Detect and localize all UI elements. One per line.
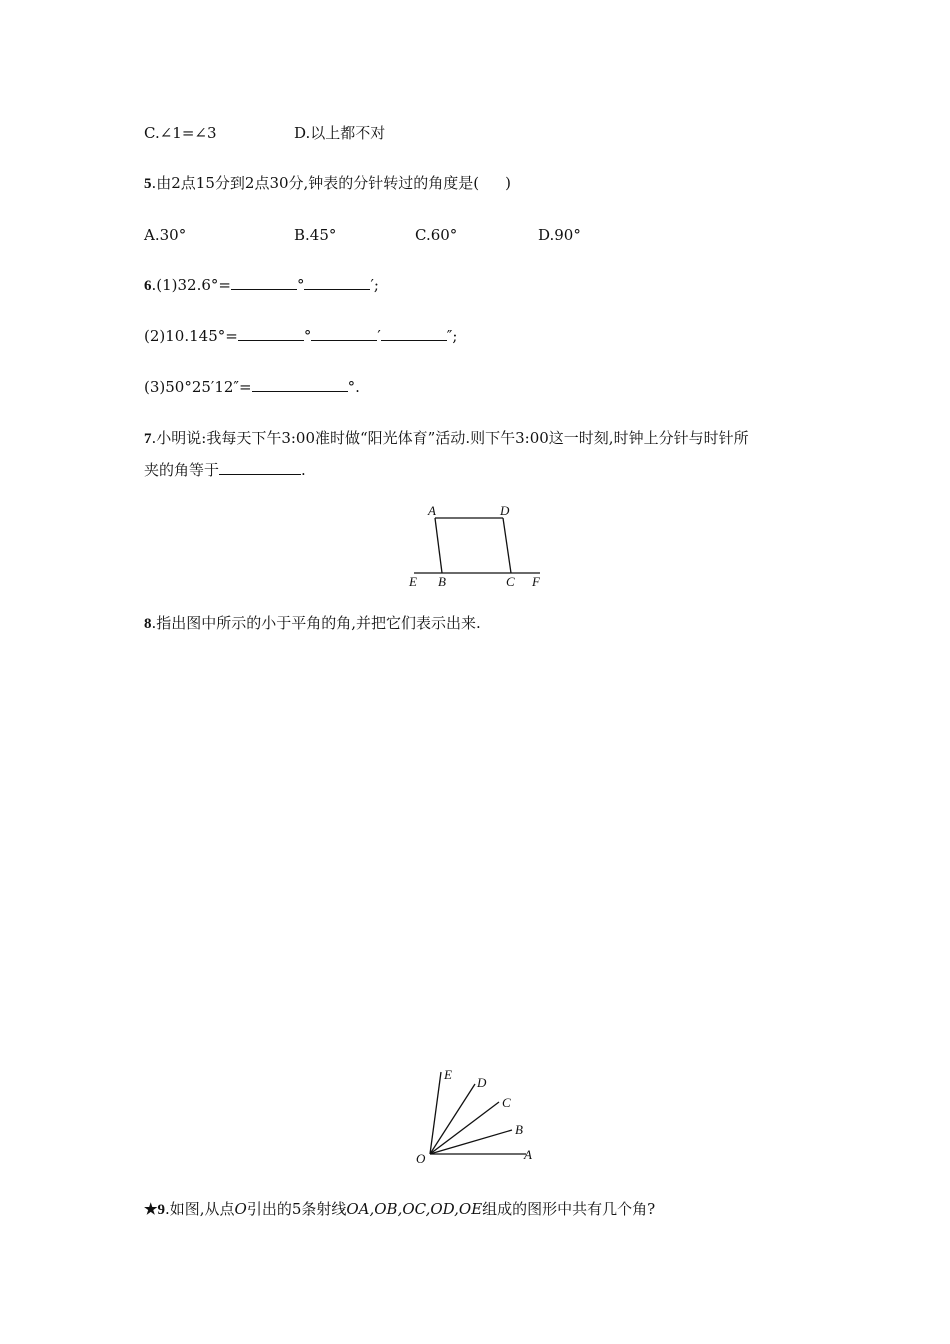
q6-part3-unit: °. <box>347 378 360 396</box>
label-a: A <box>524 1147 532 1162</box>
label-c: C <box>502 1095 511 1110</box>
q7-blank <box>219 460 301 475</box>
q6-part2-prefix: (2)10.145°= <box>144 327 238 345</box>
q5-paren-close: ) <box>505 174 512 192</box>
q6-part1 <box>144 274 379 297</box>
ray-oc <box>430 1102 499 1154</box>
q6-part1-unit2: ′; <box>370 276 379 294</box>
q9-point: O <box>234 1200 247 1218</box>
segment-dc <box>503 518 511 573</box>
q4-option-d: D.以上都不对 <box>294 124 386 142</box>
label-c: C <box>506 574 515 589</box>
figure-rays <box>408 1062 548 1168</box>
q7-number: 7 <box>144 431 152 447</box>
q6-blank-6 <box>252 377 348 392</box>
q9-star: ★ <box>144 1202 158 1218</box>
q9-number: 9 <box>157 1202 165 1218</box>
label-o: O <box>416 1151 426 1166</box>
q7-text: .小明说:我每天下午3:00准时做“阳光体育”活动.则下午3:00这一时刻,时钟上分针与时针所 <box>151 429 749 447</box>
q6-blank-2 <box>304 275 370 290</box>
q7-line2 <box>144 459 306 481</box>
q5-number: 5 <box>144 176 152 192</box>
q9-text-b: 引出的5条射线 <box>246 1200 347 1218</box>
label-f: F <box>532 574 540 589</box>
q6-part1-unit1: ° <box>296 276 305 294</box>
q6-part2-unit2: ′ <box>377 327 381 345</box>
label-d: D <box>477 1075 487 1090</box>
q5-option-b: B.45° <box>294 226 337 244</box>
q6-part2-unit3: ″; <box>446 327 458 345</box>
q8-number: 8 <box>144 616 152 632</box>
label-a: A <box>428 503 436 518</box>
segment-ab <box>435 518 442 573</box>
label-d: D <box>500 503 510 518</box>
figure-quadrilateral <box>400 500 550 592</box>
label-b: B <box>438 574 446 589</box>
q8-text: .指出图中所示的小于平角的角,并把它们表示出来. <box>151 614 481 632</box>
q6-part3 <box>144 376 360 398</box>
q7-line2-suffix: . <box>301 461 306 479</box>
q6-part1-prefix: .(1)32.6°= <box>151 276 231 294</box>
q7-line1 <box>144 427 749 450</box>
q6-blank-3 <box>238 326 304 341</box>
q9-stem <box>144 1198 655 1221</box>
q5-option-d: D.90° <box>538 226 581 244</box>
q5-option-c: C.60° <box>415 226 458 244</box>
label-e: E <box>444 1067 452 1082</box>
ray-oe <box>430 1072 441 1154</box>
q9-text-a: .如图,从点 <box>164 1200 235 1218</box>
q6-blank-4 <box>311 326 377 341</box>
q8-stem <box>144 612 481 635</box>
q5-text: .由2点15分到2点30分,钟表的分针转过的角度是( <box>151 174 480 192</box>
q7-line2-prefix: 夹的角等于 <box>144 461 220 479</box>
q5-stem <box>144 172 511 195</box>
label-e: E <box>409 574 417 589</box>
ray-od <box>430 1084 475 1154</box>
q6-part2-unit1: ° <box>303 327 312 345</box>
ray-ob <box>430 1130 512 1154</box>
q6-part2 <box>144 325 457 347</box>
q6-blank-5 <box>381 326 447 341</box>
q9-rays: OA,OB,OC,OD,OE <box>346 1200 483 1218</box>
q5-option-a: A.30° <box>144 226 187 244</box>
q6-number: 6 <box>144 278 152 294</box>
label-b: B <box>515 1122 523 1137</box>
q4-option-c: C.∠1=∠3 <box>144 124 217 142</box>
q9-text-c: 组成的图形中共有几个角? <box>482 1200 656 1218</box>
q6-blank-1 <box>231 275 297 290</box>
q6-part3-prefix: (3)50°25′12″= <box>144 378 252 396</box>
